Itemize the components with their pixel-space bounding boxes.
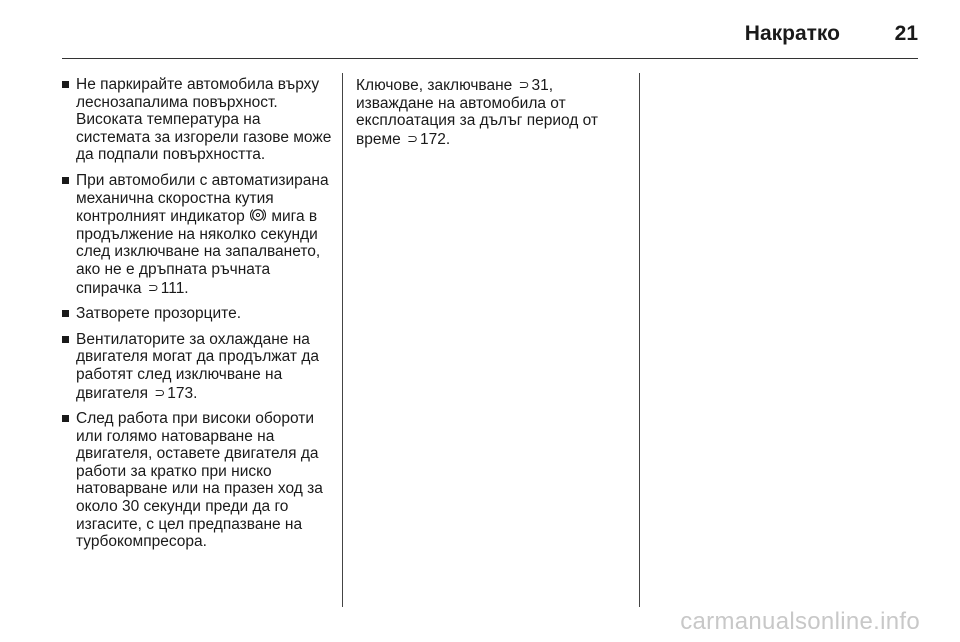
steering-wheel-indicator-icon <box>250 207 266 223</box>
list-item <box>62 76 334 164</box>
list-item <box>62 172 334 297</box>
left-column <box>62 76 334 559</box>
column-divider <box>639 73 640 607</box>
bullet-icon <box>62 310 69 317</box>
bullet-icon <box>62 81 69 88</box>
bullet-icon <box>62 177 69 184</box>
item-text: Вентилаторите за охлаждане на двигателя могат да продължат да работят след изключване на двигателя <box>76 330 319 402</box>
middle-column <box>356 76 626 148</box>
item-text: След работа при високи обороти или голямо натоварване на двигателя, оставете двигателя да работи за кратко при ниско натоварване или на празен ход за около 30 секунди преди да го изгасите, с цел предпазване на турбокомпресора. <box>76 410 323 551</box>
paragraph-text: изваждане на автомобила от експлоатация за дълъг период от време <box>356 94 599 148</box>
page-reference-arrow-icon: ⊃ <box>147 279 159 295</box>
section-title: Накратко <box>744 22 840 45</box>
item-text: При автомобили с автоматизирана механична скоростна кутия контролният индикатор <box>76 171 329 226</box>
page-reference-arrow-icon: ⊃ <box>154 384 166 400</box>
list-item <box>62 305 334 323</box>
page-reference-arrow-icon: ⊃ <box>407 130 418 146</box>
bullet-icon <box>62 415 69 422</box>
list-item <box>62 410 334 551</box>
page-header <box>62 14 918 59</box>
item-text: Затворете прозорците. <box>76 305 242 323</box>
bullet-icon <box>62 336 69 343</box>
list-item <box>62 331 334 402</box>
page-reference[interactable]: 111. <box>160 279 189 297</box>
page-number: 21 <box>894 22 918 45</box>
column-divider <box>342 73 343 607</box>
page-reference[interactable]: 173. <box>167 384 198 402</box>
item-text: Не паркирайте автомобила върху леснозапалима повърхност. Високата температура на системата за изгорели газове може да подпали повърхността. <box>76 76 332 164</box>
paragraph-text: Ключове, заключване <box>356 77 513 94</box>
item-text: мига в продължение на няколко секунди след изключване на запалването, ако не е дръпната ръчната спирачка <box>76 208 321 297</box>
watermark: carmanualsonline.info <box>680 608 920 635</box>
page-reference-arrow-icon: ⊃ <box>518 77 530 92</box>
page-reference[interactable]: 172. <box>419 130 451 148</box>
page-reference[interactable]: 31, <box>531 77 554 94</box>
